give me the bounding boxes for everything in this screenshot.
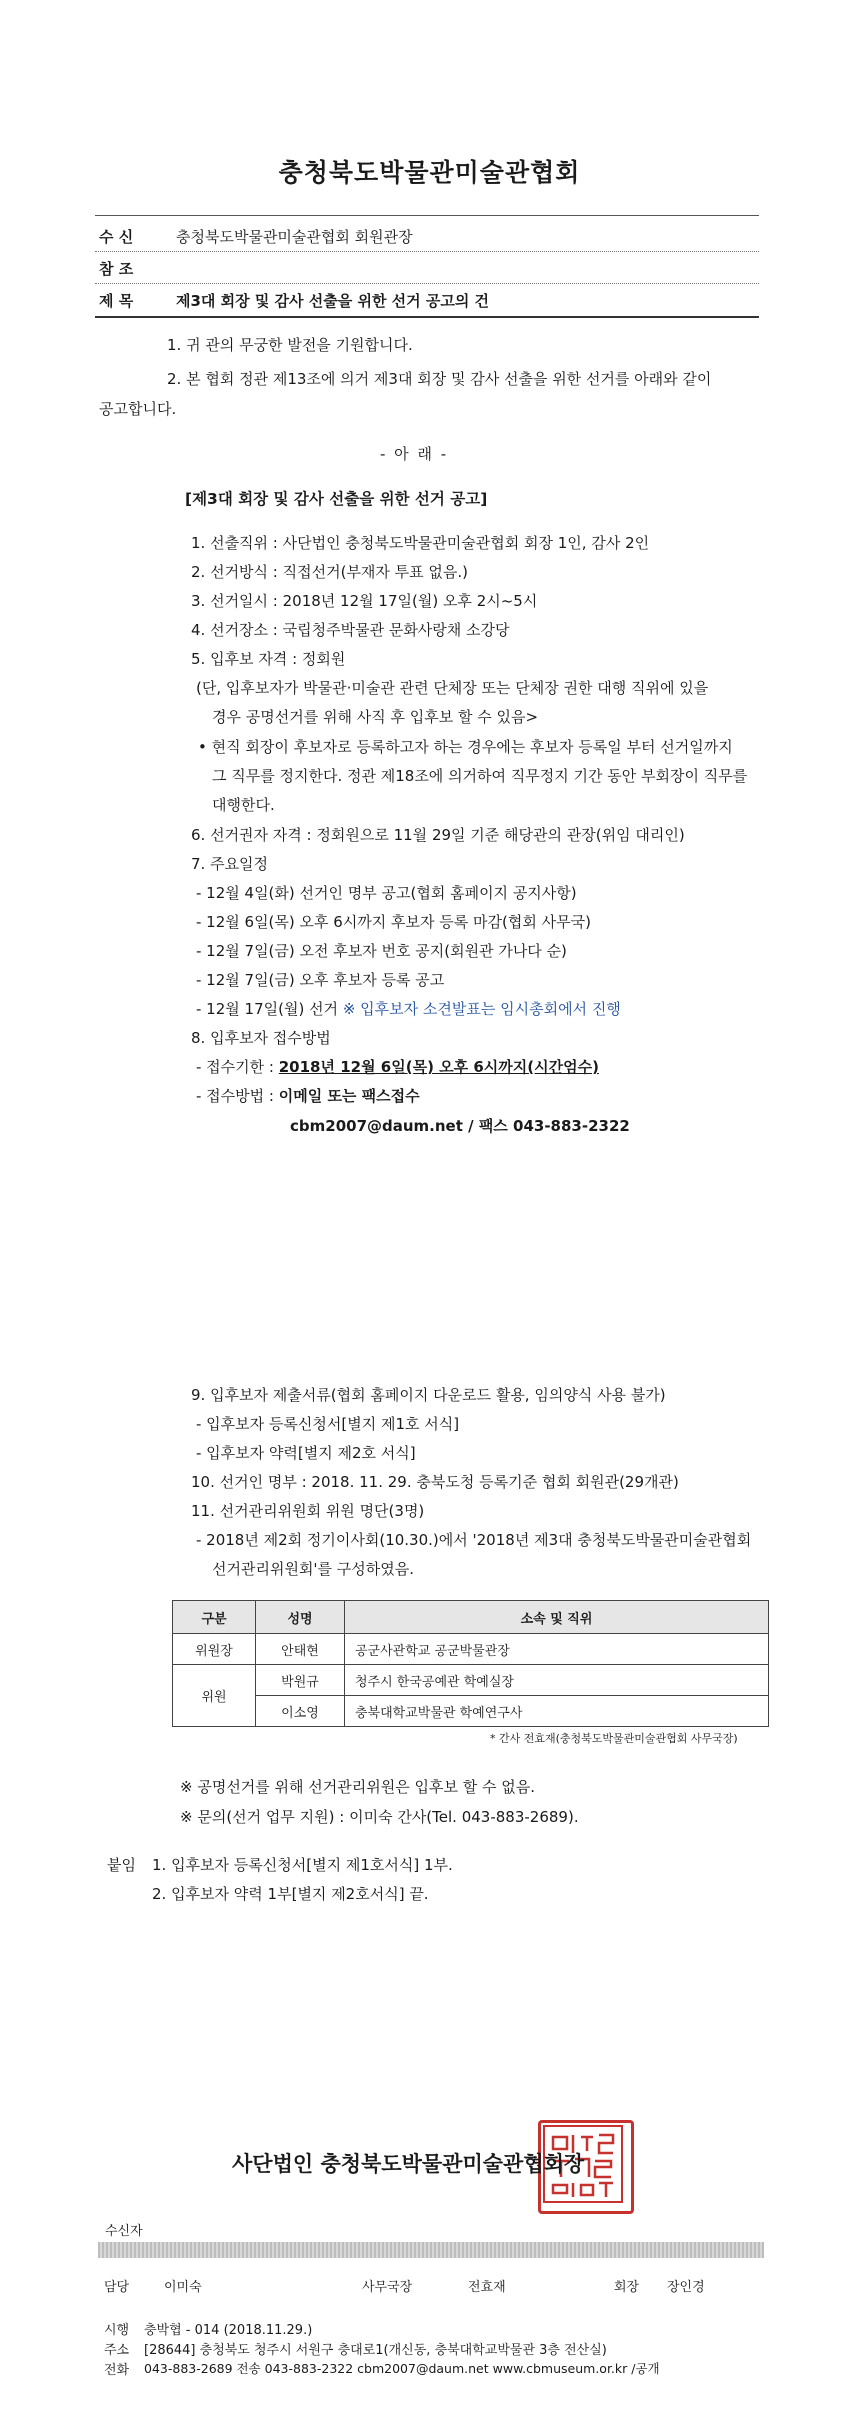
condition-line-1: (단, 입후보자가 박물관·미술관 관련 단체장 또는 단체장 권한 대행 직위에 있을 [196,679,709,697]
table-header-cell: 구분 [173,1601,256,1634]
item-11-sub-line-2: 선거관리위원회'를 구성하였음. [212,1560,415,1578]
schedule-item-election [196,998,621,1019]
table-cell-name: 이소영 [256,1696,345,1727]
schedule-election-date: - 12월 17일(월) 선거 [196,1000,339,1018]
deadline-value: 2018년 12월 6일(목) 오후 6시까지(시간엄수) [278,1058,599,1076]
intro-paragraph-1: 1. 귀 관의 무궁한 발전을 기원합니다. [167,336,413,354]
announcement-item-10: 10. 선거인 명부 : 2018. 11. 29. 충북도청 등록기준 협회 회원관(29개관) [191,1473,679,1491]
header-divider [95,251,759,252]
recipients-label: 수신자 [105,2224,143,2239]
document-title: 충청북도박물관미술관협회 [278,158,581,187]
note-line-2: 그 직무를 정지한다. 정관 제18조에 의거하여 직무정지 기간 동안 부회장이 직무를 [212,767,748,785]
address-label: 주소 [104,2343,130,2358]
header-top-rule [95,215,759,216]
announcement-item-3: 3. 선거일시 : 2018년 12월 17일(월) 오후 2시~5시 [191,592,538,610]
announcement-item-2: 2. 선거방식 : 직접선거(부재자 투표 없음.) [191,563,469,581]
notice-1: ※ 공명선거를 위해 선거관리위원은 입후보 할 수 없음. [180,1778,536,1796]
table-row [173,1665,769,1696]
table-cell-name: 박원규 [256,1665,345,1696]
schedule-item: - 12월 7일(금) 오전 후보자 번호 공지(회원관 가나다 순) [196,942,567,960]
announcement-item-6: 6. 선거권자 자격 : 정회원으로 11월 29일 기준 해당관의 관장(위임 대리인) [191,826,685,844]
notice-2: ※ 문의(선거 업무 지원) : 이미숙 간사(Tel. 043-883-2689). [180,1808,579,1826]
address-value: [28644] 충청북도 청주시 서원구 충대로1(개신동, 충북대학교박물관 3층 전산실) [144,2343,607,2358]
enforce-label: 시행 [104,2323,130,2338]
contact-line: cbm2007@daum.net / 팩스 043-883-2322 [290,1117,630,1135]
schedule-election-note: ※ 입후보자 소견발표는 임시총회에서 진행 [342,1000,621,1018]
schedule-item: - 12월 7일(금) 오후 후보자 등록 공고 [196,971,445,989]
announcement-item-1: 1. 선출직위 : 사단법인 충청북도박물관미술관협회 회장 1인, 감사 2인 [191,534,650,552]
drafter-name: 이미숙 [164,2280,202,2295]
recipients-band [98,2242,764,2258]
table-cell-name: 안태현 [256,1634,345,1665]
subject-label: 제 목 [99,292,134,310]
table-cell-role: 위원 [173,1665,256,1727]
deadline-row [196,1056,599,1077]
announcement-item-5: 5. 입후보 자격 : 정회원 [191,650,346,668]
schedule-item: - 12월 4일(화) 선거인 명부 공고(협회 홈페이지 공지사항) [196,884,577,902]
table-row [173,1696,769,1727]
announcement-item-9: 9. 입후보자 제출서류(협회 홈페이지 다운로드 활용, 임의양식 사용 불가) [191,1386,666,1404]
table-header-cell: 소속 및 직위 [345,1601,769,1634]
table-cell-role: 위원장 [173,1634,256,1665]
header-divider [95,283,759,284]
phone-label: 전화 [104,2363,130,2378]
enforce-value: 충박협 - 014 (2018.11.29.) [144,2323,313,2338]
table-cell-affiliation: 청주시 한국공예관 학예실장 [345,1665,769,1696]
attachment-2: 2. 입후보자 약력 1부[별지 제2호서식] 끝. [152,1885,429,1903]
drafter-label: 담당 [104,2280,130,2295]
method-value: 이메일 또는 팩스접수 [278,1087,420,1105]
announcement-item-11: 11. 선거관리위원회 위원 명단(3명) [191,1502,425,1520]
announcement-item-7: 7. 주요일정 [191,855,269,873]
announcement-title: [제3대 회장 및 감사 선출을 위한 선거 공고] [185,490,488,508]
note-line-1: • 현직 회장이 후보자로 등록하고자 하는 경우에는 후보자 등록일 부터 선거일까지 [198,738,733,756]
table-footnote: * 간사 전효재(충청북도박물관미술관협회 사무국장) [490,1732,738,1745]
below-marker: - 아 래 - [380,445,449,463]
header-bottom-rule [95,316,759,318]
condition-line-2: 경우 공명선거를 위해 사직 후 입후보 할 수 있음> [212,708,539,726]
issuer-signature: 사단법인 충청북도박물관미술관협회장 [232,2152,585,2176]
note-line-3: 대행한다. [212,796,275,814]
subject-value: 제3대 회장 및 감사 선출을 위한 선거 공고의 건 [176,292,490,310]
table-header-cell: 성명 [256,1601,345,1634]
announcement-item-8: 8. 입후보자 접수방법 [191,1029,331,1047]
item-9-sub-2: - 입후보자 약력[별지 제2호 서식] [196,1444,416,1462]
president-name: 장인경 [667,2280,705,2295]
table-row [173,1634,769,1665]
intro-paragraph-2: 2. 본 협회 정관 제13조에 의거 제3대 회장 및 감사 선출을 위한 선거를 아래와 같이 [167,370,712,388]
method-row [196,1085,420,1106]
schedule-item: - 12월 6일(목) 오후 6시까지 후보자 등록 마감(협회 사무국) [196,913,591,931]
table-cell-affiliation: 충북대학교박물관 학예연구사 [345,1696,769,1727]
item-9-sub-1: - 입후보자 등록신청서[별지 제1호 서식] [196,1415,460,1433]
table-header-row [173,1601,769,1634]
method-label: - 접수방법 : [196,1087,274,1105]
item-11-sub-line-1: - 2018년 제2회 정기이사회(10.30.)에서 '2018년 제3대 충청북도박물관미술관협회 [196,1531,752,1549]
secretary-label: 사무국장 [362,2280,413,2295]
committee-table [172,1600,769,1727]
recipient-value: 충청북도박물관미술관협회 회원관장 [176,228,413,246]
announcement-item-4: 4. 선거장소 : 국립청주박물관 문화사랑채 소강당 [191,621,510,639]
attachment-1: 1. 입후보자 등록신청서[별지 제1호서식] 1부. [152,1856,453,1874]
president-label: 회장 [614,2280,640,2295]
phone-value: 043-883-2689 전송 043-883-2322 cbm2007@daum.net www.cbmuseum.or.kr /공개 [144,2361,660,2376]
reference-label: 참 조 [99,260,134,278]
table-cell-affiliation: 공군사관학교 공군박물관장 [345,1634,769,1665]
intro-paragraph-2-cont: 공고합니다. [99,400,177,418]
attachment-label: 붙임 [107,1856,136,1874]
recipient-label: 수 신 [99,228,134,246]
deadline-label: - 접수기한 : [196,1058,274,1076]
secretary-name: 전효재 [468,2280,506,2295]
